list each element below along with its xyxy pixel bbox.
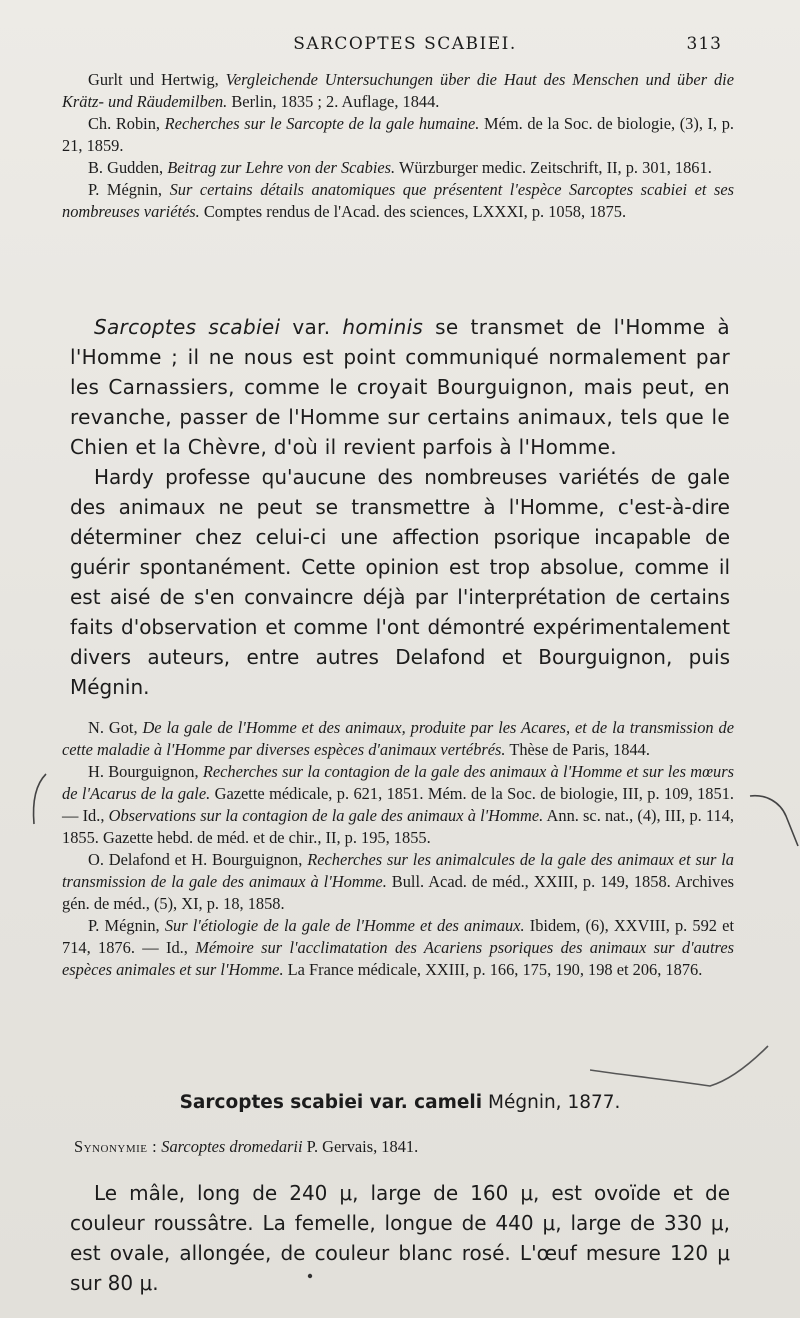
reference-details: Bull. Acad. de méd., XXIII, p. 149, 1858. Archives gén. de méd., (5), XI, p. 18, 1858.	[62, 872, 734, 913]
variety-name: hominis	[342, 315, 424, 339]
reference-megnin-1876	[62, 915, 734, 981]
reference-title: Mémoire sur l'acclimatation des Acariens psoriques des animaux sur d'autres espèces animales et sur l'Homme.	[62, 938, 734, 979]
reference-authors: O. Delafond et H. Bourguignon,	[88, 850, 308, 869]
reference-gurlt	[62, 69, 734, 113]
synonym-name: Sarcoptes dromedarii	[157, 1137, 303, 1156]
description-text	[70, 1178, 730, 1298]
references-mid	[62, 717, 734, 981]
reference-details: Ibidem, (6), XXVIII, p. 592 et 714, 1876. — Id.,	[62, 916, 734, 957]
reference-details: Thèse de Paris, 1844.	[505, 740, 650, 759]
reference-robin	[62, 113, 734, 157]
margin-stroke-mark-icon	[590, 1040, 770, 1090]
reference-bourguignon	[62, 761, 734, 849]
reference-details: Comptes rendus de l'Acad. des sciences, LXXXI, p. 1058, 1875.	[199, 202, 627, 221]
species-name: Sarcoptes scabiei	[94, 315, 281, 339]
reference-authors: N. Got,	[88, 718, 143, 737]
reference-details: La France médicale, XXIII, p. 166, 175, 190, 198 et 206, 1876.	[283, 960, 703, 979]
reference-authors: P. Mégnin,	[88, 916, 165, 935]
reference-got	[62, 717, 734, 761]
reference-title: Sur certains détails anatomiques que présentent l'espèce Sarcoptes scabiei et ses nombreuses variétés.	[62, 180, 734, 221]
reference-megnin-1875	[62, 179, 734, 223]
margin-bracket-mark-icon	[748, 780, 800, 850]
section-heading-author: Mégnin, 1877.	[482, 1092, 621, 1113]
ink-dot-icon	[306, 1272, 314, 1280]
paragraph-transmission	[70, 312, 730, 462]
reference-title: Recherches sur les animalcules de la gale des animaux et sur la transmission de la gale des animaux à l'Homme.	[62, 850, 735, 891]
reference-delafond	[62, 849, 734, 915]
reference-authors: Gurlt und Hertwig,	[88, 70, 226, 89]
page-number: 313	[686, 34, 722, 54]
reference-authors: H. Bourguignon,	[88, 762, 203, 781]
reference-title: Beitrag zur Lehre von der Scabies.	[167, 158, 396, 177]
reference-authors: Ch. Robin,	[88, 114, 165, 133]
reference-title: Vergleichende Untersuchungen über die Haut des Menschen und über die Krätz- und Räudemilben.	[62, 70, 734, 111]
running-head	[88, 34, 722, 58]
references-top	[62, 69, 734, 223]
reference-title: Observations sur la contagion de la gale des animaux à l'Homme.	[108, 806, 544, 825]
paragraph-text: var.	[280, 315, 343, 339]
paragraph-hardy: Hardy professe qu'aucune des nombreuses variétés de gale des animaux ne peut se transmettre à l'Homme, c'est-à-dire déterminer chez celui-ci une affection psorique incapable de guérir spontanément. Cette opinion est trop absolue, comme il est aisé de s'en convaincre déjà par l'interprétation de certains faits d'observation et comme l'ont démontré expérimentalement divers auteurs, entre autres Delafond et Bourguignon, puis Mégnin.	[70, 465, 730, 699]
reference-title: Recherches sur la contagion de la gale des animaux à l'Homme et sur les mœurs de l'Acarus de la gale.	[62, 762, 734, 803]
running-title: SARCOPTES SCABIEI.	[293, 34, 517, 54]
reference-details: Mém. de la Soc. de biologie, (3), I, p. 21, 1859.	[62, 114, 735, 155]
paragraph-text: se transmet de l'Homme à l'Homme ; il ne nous est point communiqué normalement par les Carnassiers, comme le croyait Bourguignon, mais peut, en revanche, passer de l'Homme sur certains animaux, tels que le Chien et la Chèvre, d'où il revient parfois à l'Homme.	[70, 315, 730, 459]
synonymy-line	[62, 1136, 734, 1158]
main-text	[70, 312, 730, 702]
synonymy-label: Synonymie :	[74, 1137, 158, 1156]
reference-gudden	[62, 157, 734, 179]
section-heading	[0, 1092, 800, 1113]
reference-title: Sur l'étiologie de la gale de l'Homme et des animaux.	[164, 916, 525, 935]
synonym-author: P. Gervais, 1841.	[302, 1137, 419, 1156]
reference-authors: P. Mégnin,	[88, 180, 170, 199]
reference-title: Recherches sur le Sarcopte de la gale humaine.	[164, 114, 480, 133]
reference-details: Würzburger medic. Zeitschrift, II, p. 301, 1861.	[395, 158, 712, 177]
section-heading-taxon: Sarcoptes scabiei var. cameli	[179, 1092, 483, 1113]
reference-title: De la gale de l'Homme et des animaux, produite par les Acares, et de la transmission de cette maladie à l'Homme par diverses espèces d'animaux vertébrés.	[62, 718, 734, 759]
reference-authors: B. Gudden,	[88, 158, 168, 177]
reference-details: Berlin, 1835 ; 2. Auflage, 1844.	[227, 92, 440, 111]
reference-details: Ann. sc. nat., (4), III, p. 114, 1855. Gazette hebd. de méd. et de chir., II, p. 195, 1855.	[62, 806, 735, 847]
reference-details: Gazette médicale, p. 621, 1851. Mém. de la Soc. de biologie, III, p. 109, 1851. — Id.,	[62, 784, 734, 825]
synonymy	[62, 1136, 734, 1158]
margin-pencil-mark-icon	[26, 770, 50, 830]
paragraph-description: Le mâle, long de 240 μ, large de 160 μ, est ovoïde et de couleur roussâtre. La femelle, longue de 440 μ, large de 330 μ, est ovale, allongée, de couleur blanc rosé. L'œuf mesure 120 μ sur 80 μ.	[70, 1181, 730, 1295]
